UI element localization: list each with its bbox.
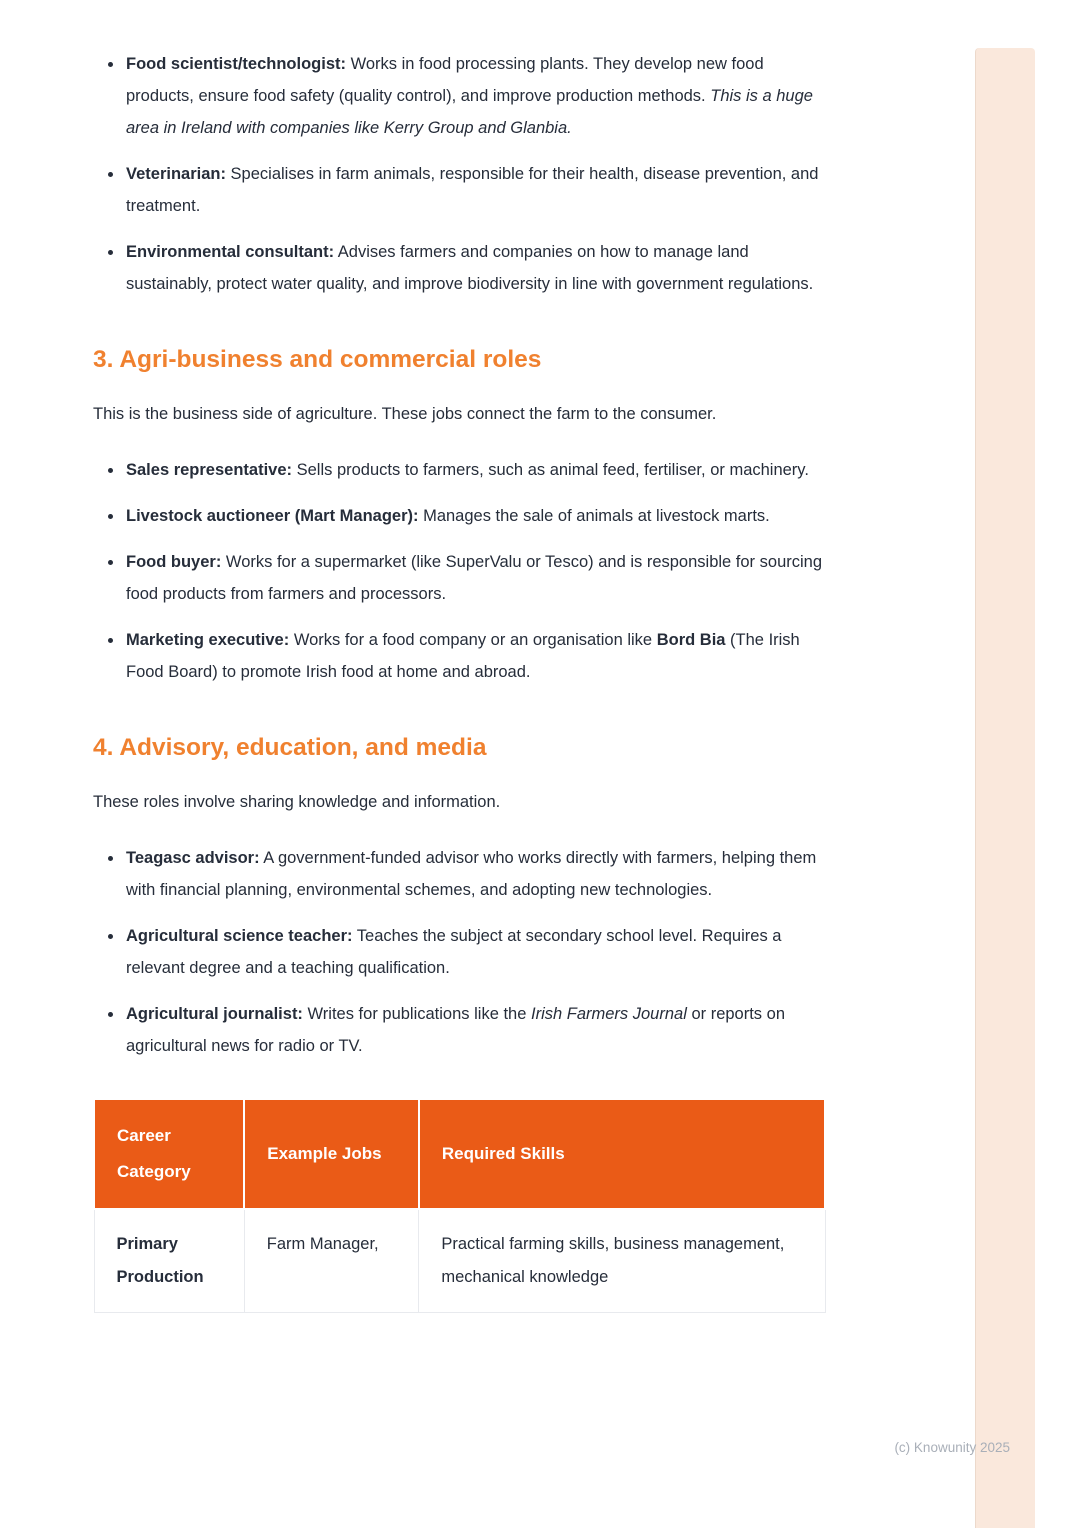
bullet-inline-bold: Bord Bia (656, 631, 726, 649)
section-3-heading: 3. Agri-business and commercial roles (93, 346, 542, 373)
list-item-marketing-executive (124, 624, 828, 688)
bullet-term: Food buyer: (126, 553, 222, 571)
agri-business-careers-list (93, 454, 828, 688)
cell-required-skills: Practical farming skills, business management, mechanical knowledge (419, 1209, 825, 1313)
table-row (94, 1209, 825, 1313)
watermark-copyright: (c) Knowunity 2025 (894, 1440, 1010, 1455)
bullet-text: Works for a food company or an organisation like (289, 631, 657, 649)
document-page-content (93, 48, 828, 1313)
list-item-food-scientist (124, 48, 828, 144)
bullet-text: (The Irish Food Board) to promote Irish food at home and abroad. (126, 631, 800, 681)
header-career-category: Career Category (94, 1099, 244, 1209)
section-3-intro: This is the business side of agriculture. These jobs connect the farm to the consumer. (93, 405, 717, 423)
bullet-term: Teagasc advisor: (126, 849, 260, 867)
cell-example-jobs: Farm Manager, (244, 1209, 419, 1313)
career-skills-table (93, 1098, 826, 1313)
list-item-ag-journalist (124, 998, 828, 1062)
bullet-text: Works for a supermarket (like SuperValu or Tesco) and is responsible for sourcing food products from farmers and processors. (126, 553, 823, 603)
bullet-text: Specialises in farm animals, responsible for their health, disease prevention, and treatment. (126, 165, 819, 215)
bullet-text: A government-funded advisor who works directly with farmers, helping them with financial planning, environmental schemes, and adopting new technologies. (126, 849, 817, 899)
bullet-term: Agricultural science teacher: (126, 927, 353, 945)
header-required-skills: Required Skills (419, 1099, 825, 1209)
bullet-text: Manages the sale of animals at livestock marts. (418, 507, 770, 525)
table-header-row (94, 1099, 825, 1209)
bullet-term: Food scientist/technologist: (126, 55, 347, 73)
advisory-careers-list (93, 842, 828, 1062)
bullet-text: Advises farmers and companies on how to manage land sustainably, protect water quality, and improve biodiversity in line with government regulations. (126, 243, 814, 293)
science-careers-list (93, 48, 828, 300)
bullet-term: Veterinarian: (126, 165, 226, 183)
bullet-italic-text: This is a huge area in Ireland with companies like Kerry Group and Glanbia. (126, 87, 813, 137)
list-item-environmental-consultant (124, 236, 828, 300)
list-item-food-buyer (124, 546, 828, 610)
list-item-teagasc-advisor (124, 842, 828, 906)
bullet-text: Writes for publications like the (302, 1005, 531, 1023)
right-edge-stripe (975, 48, 1035, 1528)
bullet-term: Agricultural journalist: (126, 1005, 303, 1023)
list-item-ag-science-teacher (124, 920, 828, 984)
bullet-text: Sells products to farmers, such as animal feed, fertiliser, or machinery. (292, 461, 809, 479)
bullet-term: Marketing executive: (126, 631, 290, 649)
bullet-term: Livestock auctioneer (Mart Manager): (126, 507, 419, 525)
bullet-text: Works in food processing plants. They develop new food products, ensure food safety (quality control), and improve production methods. (126, 55, 764, 105)
cell-career-category: Primary Production (94, 1209, 244, 1313)
bullet-term: Environmental consultant: (126, 243, 335, 261)
bullet-italic-text: Irish Farmers Journal (530, 1005, 687, 1023)
section-4-intro: These roles involve sharing knowledge and information. (93, 793, 501, 811)
list-item-sales-representative (124, 454, 828, 486)
section-4-heading: 4. Advisory, education, and media (93, 734, 487, 761)
list-item-veterinarian (124, 158, 828, 222)
header-example-jobs: Example Jobs (244, 1099, 419, 1209)
bullet-text: Teaches the subject at secondary school level. Requires a relevant degree and a teaching qualification. (126, 927, 782, 977)
bullet-term: Sales representative: (126, 461, 293, 479)
list-item-livestock-auctioneer (124, 500, 828, 532)
bullet-text: or reports on agricultural news for radio or TV. (126, 1005, 785, 1055)
